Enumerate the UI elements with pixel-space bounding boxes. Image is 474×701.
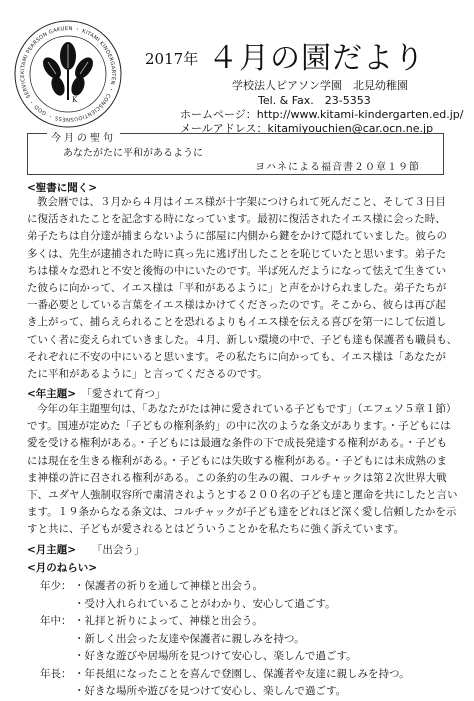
sermon-line: たに平和があるように」と言ってくださるのです。 xyxy=(27,368,268,381)
aim-row xyxy=(40,683,410,701)
year-theme-line: 愛を受ける権利がある。・子どもには最適な条件の下で成長発達する権利がある。・子ども xyxy=(27,437,447,450)
school-logo xyxy=(12,18,124,130)
month-theme-title: 「出会う」 xyxy=(97,544,145,556)
issue-year xyxy=(145,48,198,69)
logo-letter: K xyxy=(72,96,78,104)
aim-text: ・新しく出会った友達や保護者に親しみを持つ。 xyxy=(74,632,305,645)
logo-ring-text: KITAMI PEARSON GAKUEN ・ KITAMI KINDERGARTEN ・ CONSCIENTIOUSNESS ・ GOD ・ SERVICE xyxy=(19,25,117,123)
aim-text: ・好きな場所や遊びを見つけて安心し、楽しんで過ごす。 xyxy=(74,685,347,697)
aim-row xyxy=(40,578,410,596)
month-aims-list xyxy=(40,578,410,701)
year-theme-line: です。国連が定めた「子どもの権利条約」の中に次のような条文があります。・子どもには xyxy=(27,420,451,433)
sermon-line: に復活されたことを記念する時になっています。最初に復活されたイエス様に会った時、 xyxy=(27,213,446,226)
verse-text: あなたがたに平和があるように xyxy=(63,148,203,159)
verse-reference: ヨハネによる福音書２０章１９節 xyxy=(255,162,420,173)
sermon-line: 一番必要としている言葉をイエス様はかけてくださったのです。そこから、彼らは再び起 xyxy=(27,299,446,312)
aim-group-label: 年長： xyxy=(40,667,72,680)
sermon-line: き上がって、捕らえられることを恐れるよりもイエス様を伝える喜びを第一にして伝道し xyxy=(27,316,447,329)
year-theme-body xyxy=(27,401,458,539)
homepage-link[interactable]: ホームページ：http://www.kitami-kindergarten.ed.jp/ xyxy=(180,108,464,121)
sermon-line: それぞれに不安の中にいると思います。その私たちに向かっても、イエス様は「あなたが xyxy=(27,350,446,363)
sermon-line: ちは様々な恐れと不安と後悔の中にいたのです。半ば死んだようになって怯えて生きてい xyxy=(27,264,447,277)
aim-text: ・保護者の祈りを通して神様と出会う。 xyxy=(74,580,263,592)
aim-row xyxy=(40,631,410,649)
year-number: 2017 xyxy=(145,50,184,68)
aim-group-label: 年中： xyxy=(40,615,72,627)
sermon-heading: <聖書に聞く> xyxy=(27,182,98,194)
year-theme-line: には現在を生きる権利がある。・子どもには失敗する権利がある。・子どもには未成熟のま xyxy=(27,454,447,467)
school-name: 学校法人ピアソン学園 北見幼稚園 xyxy=(232,79,408,92)
verse-heading: 今月の聖句 xyxy=(47,129,120,144)
year-theme-line: ます。１９条からなる条文は、コルチャックが子ども達をどれほど深く愛し信頼したかを示 xyxy=(27,506,457,519)
aim-text: ・年長組になったことを喜んで登園し、保護者や友達に親しみを持つ。 xyxy=(74,667,410,680)
sermon-line: 多くは、先生が逮捕された時に真っ先に逃げ出したことを恥じていたと思います。弟子た xyxy=(27,247,447,260)
year-theme-row xyxy=(27,386,165,401)
aim-group-label: 年少： xyxy=(40,580,72,592)
year-theme-line: 今年の年主題聖句は、「あなたがたは神に愛されている子どもです」（エフェソ５章１節） xyxy=(37,403,457,415)
aim-row xyxy=(40,596,410,614)
aim-row xyxy=(40,613,410,631)
sermon-body xyxy=(27,194,457,383)
tel-fax: Tel. & Fax. 23-5353 xyxy=(258,94,371,107)
sermon-line: た彼らに向かって、イエス様は「平和があるように」と声をかけられました。弟子たちが xyxy=(27,282,447,295)
month-theme-heading: <月主題> xyxy=(27,544,77,556)
month-theme-row xyxy=(27,542,144,557)
year-theme-line: 下、ユダヤ人強制収容所で粛清されようとする２００名の子ども達と運命を共にしたと言い xyxy=(27,489,458,502)
newsletter-title: ４月の園だより xyxy=(208,41,425,76)
year-theme-heading: <年主題> xyxy=(27,388,77,400)
aim-text: ・好きな遊びや居場所を見つけて安心し、楽しんで過ごす。 xyxy=(74,650,357,662)
aim-text: ・受け入れられていることがわかり、安心して過ごす。 xyxy=(74,597,336,610)
year-theme-line: すと共に、子どもが愛されるとはどういうことかを私たちに強く訴えています。 xyxy=(27,523,405,536)
email-address[interactable]: メールアドレス：kitamiyouchien@car.ocn.ne.jp xyxy=(180,122,434,135)
year-theme-title: 「愛されて育つ」 xyxy=(86,388,166,400)
year-suffix: 年 xyxy=(183,50,199,68)
sermon-line: 教会暦では、３月から４月はイエス様が十字架につけられて死んだこと、そして３日目 xyxy=(37,196,446,208)
aim-row xyxy=(40,666,410,684)
aim-row xyxy=(40,648,410,666)
year-theme-line: ま神様の許に召される権利がある。この条約の生みの親、コルチャックは第２次世界大戦 xyxy=(27,471,447,484)
aim-text: ・礼拝と祈りによって、神様と出会う。 xyxy=(74,615,263,627)
month-aims-heading: <月のねらい> xyxy=(27,562,98,574)
sermon-line: ていく者に変えられていきました。４月、新しい環境の中で、子ども達も保護者も職員も、 xyxy=(27,333,458,346)
sermon-line: 弟子たちは自分達が捕まらないように部屋に内側から鍵をかけて隠れていました。彼らの xyxy=(27,230,447,243)
